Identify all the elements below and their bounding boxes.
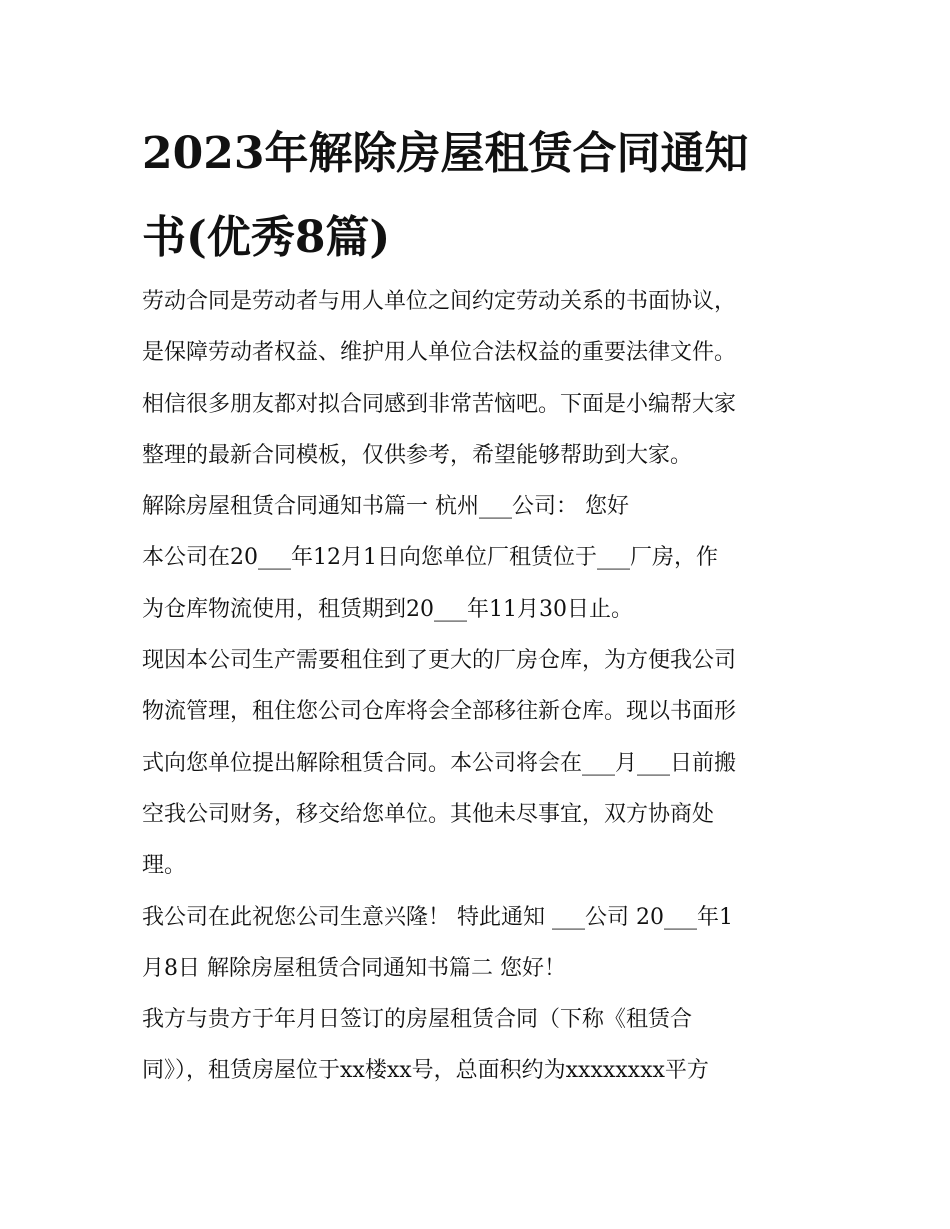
closing-paragraph [142,892,822,995]
document-title [142,112,822,280]
text-line: 是保障劳动者权益、维护用人单位合法权益的重要法律文件。 [142,340,737,366]
text-line: 现因本公司生产需要租住到了更大的厂房仓库，为方便我公司 [142,648,737,674]
lease-info-paragraph [142,532,822,635]
text-line: 月8日 解除房屋租赁合同通知书篇二 您好！ [142,955,566,981]
title-line: 书(优秀8篇) [142,212,391,263]
text-line: 本公司在20___年12月1日向您单位厂租赁位于___厂房，作 [142,545,718,571]
text-line: 物流管理，租住您公司仓库将会全部移往新仓库。现以书面形 [142,699,737,725]
text-line: 式向您单位提出解除租赁合同。本公司将会在___月___日前搬 [142,750,737,776]
termination-reason-paragraph [142,635,822,891]
text-line: 同》），租赁房屋位于xx楼xx号，总面积约为xxxxxxxx平方 [142,1058,709,1084]
section-one-heading-paragraph [142,481,822,532]
document-body [142,276,822,1097]
text-line: 空我公司财务，移交给您单位。其他未尽事宜，双方协商处 [142,801,715,827]
text-line: 劳动合同是劳动者与用人单位之间约定劳动关系的书面协议， [142,289,737,314]
text-line: 解除房屋租赁合同通知书篇一 杭州___公司： 您好 [142,494,629,520]
section-two-paragraph [142,994,822,1097]
text-line: 为仓库物流使用，租赁期到20___年11月30日止。 [142,596,633,622]
text-line: 我方与贵方于年月日签订的房屋租赁合同（下称《租赁合 [142,1007,693,1033]
title-line: 2023年解除房屋租赁合同通知 [142,128,749,179]
intro-paragraph [142,276,822,481]
text-line: 相信很多朋友都对拟合同感到非常苦恼吧。下面是小编帮大家 [142,391,737,417]
text-line: 我公司在此祝您公司生意兴隆！ 特此通知 ___公司 20___年1 [142,904,733,930]
text-line: 理。 [142,853,187,879]
text-line: 整理的最新合同模板，仅供参考，希望能够帮助到大家。 [142,442,693,468]
